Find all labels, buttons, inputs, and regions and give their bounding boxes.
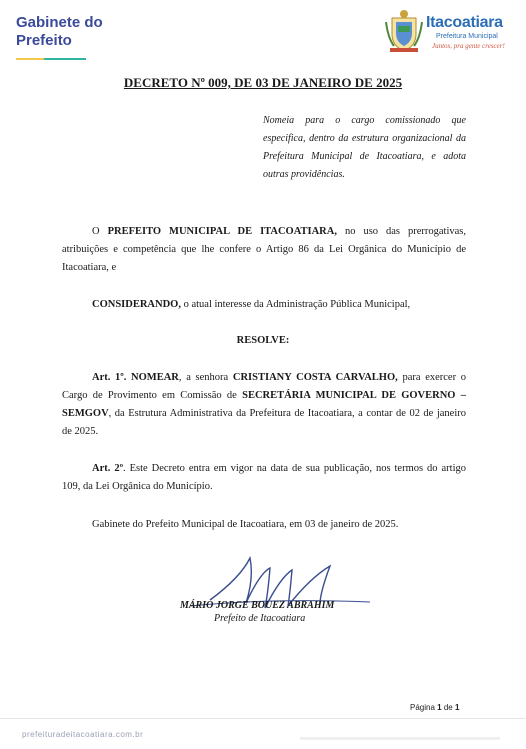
brand-subtitle: Prefeitura Municipal [436, 33, 498, 40]
intro-paragraph [62, 223, 466, 277]
footer-divider [0, 718, 526, 719]
footer-website: prefeituradeitacoatiara.com.br [22, 730, 144, 739]
intro-pre: O [92, 226, 108, 237]
article-1 [62, 369, 466, 441]
office-title [16, 14, 126, 50]
article-1-text-b: para exercer o Cargo de Provimento em Comissão de [62, 372, 467, 401]
signatory-name: MÁRIO JORGE BOUEZ ABRAHIM [180, 600, 335, 611]
page-current: 1 [437, 703, 442, 712]
appointed-office: SECRETÁRIA MUNICIPAL DE GOVERNO – SEMGOV [62, 390, 466, 419]
appointee-name: CRISTIANY COSTA CARVALHO, [232, 372, 398, 383]
page-prefix: Página [410, 703, 438, 712]
brand-name: Itacoatiara [426, 14, 503, 31]
office-underline [16, 58, 86, 60]
office-header [16, 14, 126, 60]
brand-slogan: Juntos, pra gente crescer! [432, 42, 505, 50]
article-2-label: Art. 2º [92, 463, 124, 474]
coat-of-arms-icon [384, 8, 424, 54]
footer-decoration [300, 737, 500, 740]
resolve-heading: RESOLVE: [236, 335, 290, 346]
considerando-text: o atual interesse da Administração Pública Municipal, [180, 299, 411, 310]
closing-line: Gabinete do Prefeito Municipal de Itacoatiara, em 03 de janeiro de 2025. [92, 519, 399, 530]
decree-summary: Nomeia para o cargo comissionado que especifica, dentro da estrutura organizacional da Prefeitura Municipal de Itacoatiara, e adota outras providências. [263, 115, 466, 180]
office-title-line2: Prefeito [16, 32, 72, 49]
considerando-label: CONSIDERANDO, [92, 299, 181, 310]
intro-text: no uso das prerrogativas, atribuições e competência que lhe confere o Artigo 86 da Lei Orgânica do Município de Itacoatiara, e [62, 226, 467, 273]
considerando-paragraph [62, 296, 466, 314]
decree-title: DECRETO Nº 009, DE 03 DE JANEIRO DE 2025 [123, 75, 403, 90]
page-number [410, 703, 459, 712]
page-total: 1 [454, 703, 460, 712]
article-1-text-a: , a senhora [178, 372, 233, 383]
article-1-text-c: , da Estrutura Administrativa da Prefeitura de Itacoatiara, a contar de 02 de janeiro de 2025. [62, 408, 466, 437]
article-1-label: Art. 1º. NOMEAR [92, 372, 179, 383]
article-2 [62, 460, 466, 496]
intro-authority: PREFEITO MUNICIPAL DE ITACOATIARA, [107, 226, 337, 237]
article-2-text: . Este Decreto entra em vigor na data de sua publicação, nos termos do artigo 109, da Lei Orgânica do Município. [62, 463, 466, 492]
page-sep: de [441, 703, 455, 712]
municipal-logo [384, 8, 514, 56]
office-title-line1: Gabinete do [16, 14, 103, 31]
signatory-role: Prefeito de Itacoatiara [214, 613, 306, 624]
